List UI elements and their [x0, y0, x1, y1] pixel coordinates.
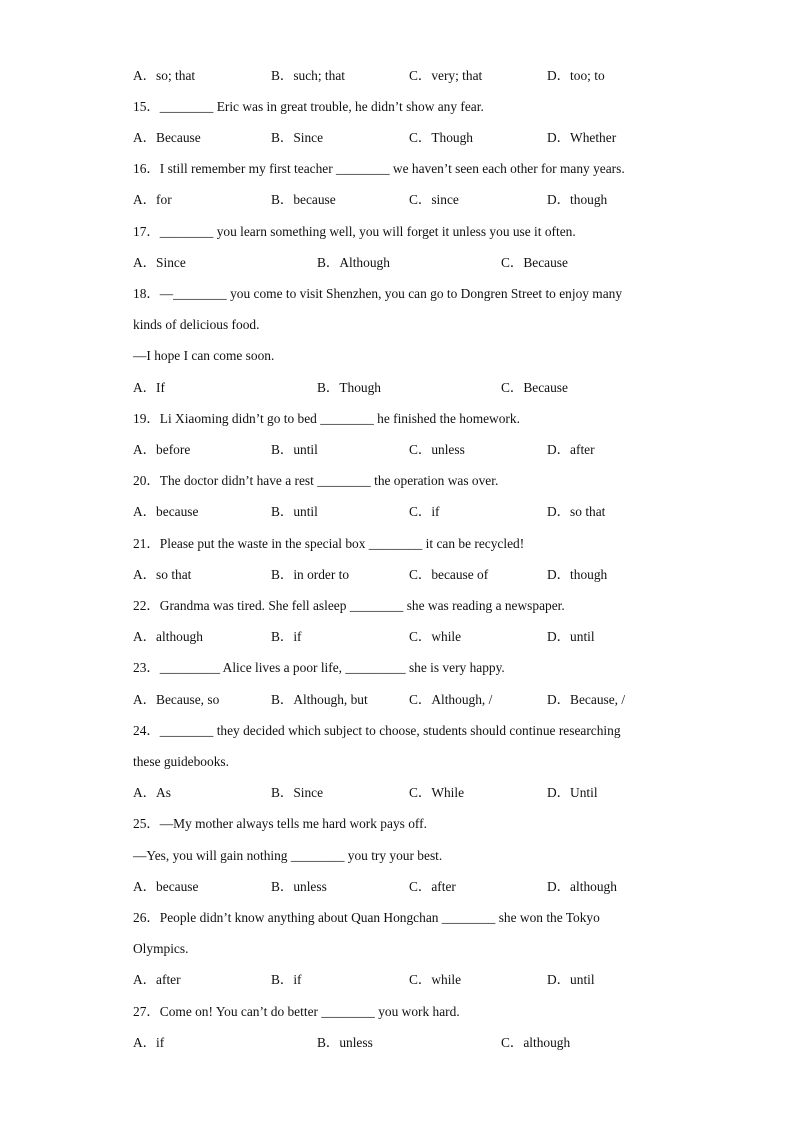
- option-b: B．Though: [317, 380, 381, 395]
- question-stem: 20．The doctor didn’t have a rest ________ the operation was over.: [133, 473, 499, 488]
- option-d: D．too; to: [547, 68, 605, 83]
- option-c: C．since: [409, 192, 459, 207]
- option-d: D．until: [547, 972, 595, 987]
- option-c: C．after: [409, 879, 456, 894]
- question-stem: 27．Come on! You can’t do better ________ you work hard.: [133, 1004, 460, 1019]
- option-b: B．Since: [271, 130, 324, 145]
- option-d: D．until: [547, 629, 595, 644]
- option-a: A．As: [133, 785, 171, 800]
- option-b: B．Since: [271, 785, 324, 800]
- question-stem: 25．—My mother always tells me hard work pays off.: [133, 816, 427, 831]
- option-c: C．if: [409, 504, 440, 519]
- option-a: A．before: [133, 442, 191, 457]
- option-d: D．so that: [547, 504, 606, 519]
- option-a: A．because: [133, 504, 199, 519]
- option-a: A．if: [133, 1035, 165, 1050]
- option-d: D．though: [547, 192, 608, 207]
- option-c: C．although: [501, 1035, 571, 1050]
- question-stem: 16．I still remember my first teacher ________ we haven’t seen each other for many years.: [133, 161, 625, 176]
- option-a: A．because: [133, 879, 199, 894]
- option-a: A．for: [133, 192, 172, 207]
- question-stem: 15．________ Eric was in great trouble, he didn’t show any fear.: [133, 99, 484, 114]
- option-a: A．so; that: [133, 68, 196, 83]
- question-stem: 23．_________ Alice lives a poor life, _________ she is very happy.: [133, 660, 505, 675]
- option-b: B．unless: [317, 1035, 373, 1050]
- option-b: B．if: [271, 972, 302, 987]
- option-b: B．unless: [271, 879, 327, 894]
- question-stem: 17．________ you learn something well, you will forget it unless you use it often.: [133, 224, 576, 239]
- option-c: C．unless: [409, 442, 465, 457]
- question-stem: 19．Li Xiaoming didn’t go to bed ________ he finished the homework.: [133, 411, 520, 426]
- option-c: C．While: [409, 785, 465, 800]
- option-c: C．while: [409, 629, 462, 644]
- question-stem-continued: Olympics.: [133, 941, 189, 956]
- option-d: D．although: [547, 879, 617, 894]
- question-stem-continued: kinds of delicious food.: [133, 317, 260, 332]
- option-b: B．until: [271, 504, 318, 519]
- dialogue-reply: —I hope I can come soon.: [133, 348, 275, 363]
- option-d: D．Because, /: [547, 692, 626, 707]
- option-a: A．Because, so: [133, 692, 220, 707]
- question-stem: 21．Please put the waste in the special box ________ it can be recycled!: [133, 536, 525, 551]
- option-c: C．Because: [501, 255, 568, 270]
- question-stem: 18．—________ you come to visit Shenzhen, you can go to Dongren Street to enjoy many: [133, 286, 623, 301]
- question-stem-continued: these guidebooks.: [133, 754, 229, 769]
- option-a: A．Because: [133, 130, 201, 145]
- option-b: B．if: [271, 629, 302, 644]
- option-b: B．because: [271, 192, 336, 207]
- option-c: C．very; that: [409, 68, 483, 83]
- option-a: A．Since: [133, 255, 186, 270]
- option-c: C．because of: [409, 567, 489, 582]
- question-stem: 22．Grandma was tired. She fell asleep ________ she was reading a newspaper.: [133, 598, 565, 613]
- option-d: D．Until: [547, 785, 598, 800]
- option-d: D．Whether: [547, 130, 617, 145]
- option-d: D．though: [547, 567, 608, 582]
- dialogue-reply: —Yes, you will gain nothing ________ you try your best.: [133, 848, 443, 863]
- option-b: B．Although, but: [271, 692, 368, 707]
- option-c: C．Although, /: [409, 692, 493, 707]
- option-b: B．in order to: [271, 567, 350, 582]
- option-a: A．so that: [133, 567, 192, 582]
- option-b: B．such; that: [271, 68, 346, 83]
- option-c: C．Though: [409, 130, 473, 145]
- question-stem: 26．People didn’t know anything about Quan Hongchan ________ she won the Tokyo: [133, 910, 600, 925]
- option-a: A．If: [133, 380, 165, 395]
- option-a: A．after: [133, 972, 181, 987]
- option-b: B．Although: [317, 255, 390, 270]
- option-d: D．after: [547, 442, 595, 457]
- option-a: A．although: [133, 629, 203, 644]
- option-c: C．Because: [501, 380, 568, 395]
- question-stem: 24．________ they decided which subject to choose, students should continue researching: [133, 723, 621, 738]
- option-c: C．while: [409, 972, 462, 987]
- option-b: B．until: [271, 442, 318, 457]
